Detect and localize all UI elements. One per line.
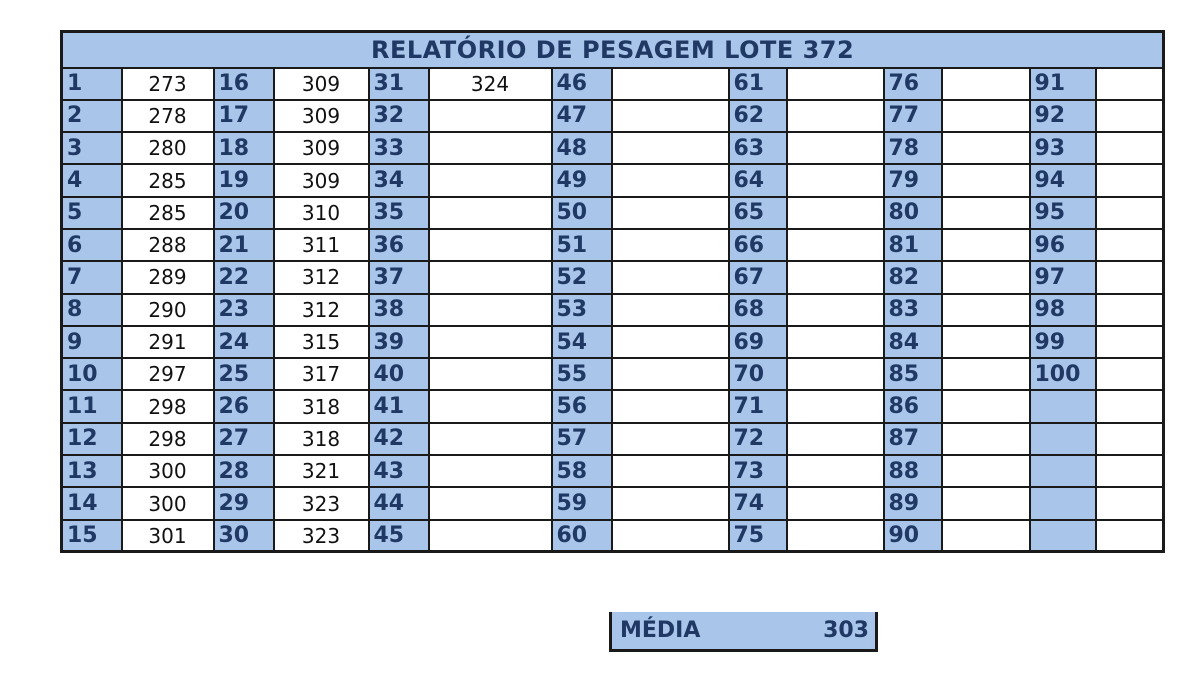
sample-number-cell: 61	[729, 68, 787, 100]
table-row	[62, 294, 1164, 326]
sample-number-cell	[1030, 487, 1096, 519]
sample-number-cell: 3	[62, 132, 122, 164]
weight-value-cell[interactable]	[942, 164, 1030, 196]
weight-value-cell[interactable]	[612, 132, 729, 164]
weight-value-cell[interactable]	[942, 326, 1030, 358]
sample-number-cell: 57	[552, 423, 612, 455]
weight-value-cell[interactable]: 315	[274, 326, 369, 358]
sample-number-cell: 44	[369, 487, 429, 519]
weight-value-cell[interactable]: 273	[122, 68, 214, 100]
weight-value-cell[interactable]: 310	[274, 197, 369, 229]
sample-number-cell: 9	[62, 326, 122, 358]
weight-value-cell[interactable]: 291	[122, 326, 214, 358]
sample-number-cell: 6	[62, 229, 122, 261]
sample-number-cell: 74	[729, 487, 787, 519]
sample-number-cell: 49	[552, 164, 612, 196]
weight-value-cell[interactable]	[612, 423, 729, 455]
weight-value-cell[interactable]	[1096, 261, 1164, 293]
weight-value-cell[interactable]	[612, 164, 729, 196]
sample-number-cell: 24	[214, 326, 274, 358]
weight-value-cell[interactable]	[612, 197, 729, 229]
sample-number-cell: 70	[729, 358, 787, 390]
weight-value-cell[interactable]	[429, 229, 552, 261]
weighing-report-table	[60, 30, 1165, 553]
weight-value-cell[interactable]	[1096, 294, 1164, 326]
sample-number-cell: 86	[884, 390, 942, 422]
sample-number-cell: 69	[729, 326, 787, 358]
average-label: MÉDIA	[620, 618, 701, 643]
sample-number-cell: 80	[884, 197, 942, 229]
sample-number-cell	[1030, 455, 1096, 487]
weight-value-cell[interactable]	[787, 455, 884, 487]
weight-value-cell[interactable]	[787, 487, 884, 519]
average-box	[609, 612, 878, 652]
report-title: RELATÓRIO DE PESAGEM LOTE 372	[62, 32, 1164, 68]
table-row	[62, 520, 1164, 552]
sample-number-cell: 12	[62, 423, 122, 455]
weight-value-cell[interactable]	[612, 229, 729, 261]
sample-number-cell: 81	[884, 229, 942, 261]
sample-number-cell: 60	[552, 520, 612, 552]
weight-value-cell[interactable]	[787, 197, 884, 229]
sample-number-cell: 67	[729, 261, 787, 293]
weight-value-cell[interactable]	[1096, 326, 1164, 358]
sample-number-cell: 76	[884, 68, 942, 100]
sample-number-cell: 51	[552, 229, 612, 261]
weight-value-cell[interactable]: 321	[274, 455, 369, 487]
sample-number-cell: 98	[1030, 294, 1096, 326]
sample-number-cell: 48	[552, 132, 612, 164]
sample-number-cell: 85	[884, 358, 942, 390]
weight-value-cell[interactable]	[787, 423, 884, 455]
weighing-report-sheet	[60, 30, 1162, 643]
sample-number-cell: 37	[369, 261, 429, 293]
sample-number-cell: 2	[62, 100, 122, 132]
sample-number-cell: 30	[214, 520, 274, 552]
sample-number-cell: 19	[214, 164, 274, 196]
weight-value-cell[interactable]	[429, 326, 552, 358]
sample-number-cell: 41	[369, 390, 429, 422]
sample-number-cell: 18	[214, 132, 274, 164]
sample-number-cell: 36	[369, 229, 429, 261]
sample-number-cell: 21	[214, 229, 274, 261]
sample-number-cell: 91	[1030, 68, 1096, 100]
weight-value-cell[interactable]: 323	[274, 520, 369, 552]
weight-value-cell[interactable]: 280	[122, 132, 214, 164]
weight-value-cell[interactable]	[787, 520, 884, 552]
table-row	[62, 229, 1164, 261]
sample-number-cell: 97	[1030, 261, 1096, 293]
sample-number-cell: 84	[884, 326, 942, 358]
table-row	[62, 197, 1164, 229]
sample-number-cell: 52	[552, 261, 612, 293]
weight-value-cell[interactable]: 318	[274, 423, 369, 455]
sample-number-cell: 25	[214, 358, 274, 390]
sample-number-cell: 26	[214, 390, 274, 422]
weight-value-cell[interactable]	[787, 294, 884, 326]
sample-number-cell: 66	[729, 229, 787, 261]
sample-number-cell: 1	[62, 68, 122, 100]
weight-value-cell[interactable]: 318	[274, 390, 369, 422]
weight-value-cell[interactable]	[612, 487, 729, 519]
weight-value-cell[interactable]	[787, 390, 884, 422]
weight-value-cell[interactable]	[1096, 197, 1164, 229]
sample-number-cell: 89	[884, 487, 942, 519]
table-row	[62, 164, 1164, 196]
sample-number-cell: 58	[552, 455, 612, 487]
sample-number-cell: 88	[884, 455, 942, 487]
sample-number-cell: 55	[552, 358, 612, 390]
sample-number-cell: 16	[214, 68, 274, 100]
weight-value-cell[interactable]	[429, 390, 552, 422]
weight-value-cell[interactable]	[787, 100, 884, 132]
weight-value-cell[interactable]	[942, 197, 1030, 229]
weight-value-cell[interactable]	[942, 261, 1030, 293]
weight-value-cell[interactable]: 311	[274, 229, 369, 261]
weight-value-cell[interactable]	[942, 390, 1030, 422]
sample-number-cell: 17	[214, 100, 274, 132]
weight-value-cell[interactable]	[429, 197, 552, 229]
title-row	[62, 32, 1164, 68]
weight-value-cell[interactable]: 297	[122, 358, 214, 390]
weight-value-cell[interactable]	[429, 358, 552, 390]
weight-value-cell[interactable]: 309	[274, 132, 369, 164]
weight-value-cell[interactable]: 317	[274, 358, 369, 390]
weight-value-cell[interactable]: 289	[122, 261, 214, 293]
weight-value-cell[interactable]	[1096, 229, 1164, 261]
weight-value-cell[interactable]: 309	[274, 100, 369, 132]
sample-number-cell: 94	[1030, 164, 1096, 196]
sample-number-cell: 99	[1030, 326, 1096, 358]
weight-value-cell[interactable]	[942, 294, 1030, 326]
weight-value-cell[interactable]	[787, 229, 884, 261]
sample-number-cell: 15	[62, 520, 122, 552]
weight-value-cell[interactable]: 278	[122, 100, 214, 132]
weight-value-cell[interactable]	[429, 294, 552, 326]
sample-number-cell: 46	[552, 68, 612, 100]
weight-value-cell[interactable]	[942, 423, 1030, 455]
weight-value-cell[interactable]	[942, 455, 1030, 487]
weight-value-cell[interactable]: 285	[122, 197, 214, 229]
weight-value-cell[interactable]	[429, 261, 552, 293]
weight-value-cell[interactable]	[787, 164, 884, 196]
sample-number-cell: 87	[884, 423, 942, 455]
sample-number-cell: 45	[369, 520, 429, 552]
weight-value-cell[interactable]: 298	[122, 390, 214, 422]
sample-number-cell: 62	[729, 100, 787, 132]
sample-number-cell: 75	[729, 520, 787, 552]
weight-value-cell[interactable]	[942, 100, 1030, 132]
sample-number-cell: 93	[1030, 132, 1096, 164]
weight-value-cell[interactable]: 300	[122, 487, 214, 519]
sample-number-cell: 5	[62, 197, 122, 229]
sample-number-cell: 28	[214, 455, 274, 487]
weight-value-cell[interactable]: 324	[429, 68, 552, 100]
weight-value-cell[interactable]: 301	[122, 520, 214, 552]
weight-value-cell[interactable]: 309	[274, 164, 369, 196]
table-row	[62, 100, 1164, 132]
sample-number-cell: 68	[729, 294, 787, 326]
sample-number-cell: 8	[62, 294, 122, 326]
sample-number-cell: 4	[62, 164, 122, 196]
weight-value-cell[interactable]	[612, 326, 729, 358]
weight-value-cell[interactable]: 298	[122, 423, 214, 455]
sample-number-cell: 29	[214, 487, 274, 519]
sample-number-cell: 78	[884, 132, 942, 164]
weight-value-cell[interactable]	[429, 164, 552, 196]
weight-value-cell[interactable]: 309	[274, 68, 369, 100]
sample-number-cell: 27	[214, 423, 274, 455]
sample-number-cell: 90	[884, 520, 942, 552]
weight-value-cell[interactable]	[1096, 423, 1164, 455]
weight-value-cell[interactable]	[942, 520, 1030, 552]
sample-number-cell	[1030, 390, 1096, 422]
sample-number-cell: 92	[1030, 100, 1096, 132]
sample-number-cell: 50	[552, 197, 612, 229]
sample-number-cell: 79	[884, 164, 942, 196]
weight-value-cell[interactable]	[612, 455, 729, 487]
sample-number-cell: 96	[1030, 229, 1096, 261]
weight-value-cell[interactable]	[612, 358, 729, 390]
weight-value-cell[interactable]: 312	[274, 294, 369, 326]
sample-number-cell: 83	[884, 294, 942, 326]
sample-number-cell: 33	[369, 132, 429, 164]
weight-value-cell[interactable]	[429, 423, 552, 455]
sample-number-cell: 31	[369, 68, 429, 100]
weight-value-cell[interactable]: 290	[122, 294, 214, 326]
sample-number-cell: 39	[369, 326, 429, 358]
weight-value-cell[interactable]	[787, 261, 884, 293]
sample-number-cell: 35	[369, 197, 429, 229]
weight-value-cell[interactable]	[429, 132, 552, 164]
table-row	[62, 455, 1164, 487]
weight-value-cell[interactable]	[1096, 132, 1164, 164]
sample-number-cell: 23	[214, 294, 274, 326]
sample-number-cell: 38	[369, 294, 429, 326]
sample-number-cell: 65	[729, 197, 787, 229]
sample-number-cell: 32	[369, 100, 429, 132]
weight-value-cell[interactable]	[942, 132, 1030, 164]
weight-value-cell[interactable]: 312	[274, 261, 369, 293]
weight-value-cell[interactable]	[1096, 390, 1164, 422]
sample-number-cell	[1030, 520, 1096, 552]
weight-value-cell[interactable]: 323	[274, 487, 369, 519]
table-row	[62, 68, 1164, 100]
sample-number-cell: 40	[369, 358, 429, 390]
table-row	[62, 390, 1164, 422]
weight-value-cell[interactable]	[942, 229, 1030, 261]
weight-value-cell[interactable]	[1096, 68, 1164, 100]
sample-number-cell: 22	[214, 261, 274, 293]
table-row	[62, 326, 1164, 358]
weight-value-cell[interactable]	[1096, 100, 1164, 132]
sample-number-cell: 71	[729, 390, 787, 422]
weight-value-cell[interactable]	[1096, 487, 1164, 519]
sample-number-cell: 42	[369, 423, 429, 455]
table-row	[62, 423, 1164, 455]
table-row	[62, 261, 1164, 293]
sample-number-cell: 77	[884, 100, 942, 132]
weight-value-cell[interactable]	[612, 100, 729, 132]
weight-value-cell[interactable]	[787, 132, 884, 164]
weight-value-cell[interactable]	[942, 68, 1030, 100]
weight-value-cell[interactable]	[1096, 358, 1164, 390]
sample-number-cell	[1030, 423, 1096, 455]
weight-value-cell[interactable]: 285	[122, 164, 214, 196]
sample-number-cell: 63	[729, 132, 787, 164]
sample-number-cell: 73	[729, 455, 787, 487]
sample-number-cell: 82	[884, 261, 942, 293]
sample-number-cell: 53	[552, 294, 612, 326]
weight-value-cell[interactable]	[612, 261, 729, 293]
sample-number-cell: 10	[62, 358, 122, 390]
weight-value-cell[interactable]	[612, 390, 729, 422]
weight-value-cell[interactable]: 288	[122, 229, 214, 261]
sample-number-cell: 64	[729, 164, 787, 196]
weight-value-cell[interactable]	[612, 68, 729, 100]
weight-value-cell[interactable]	[612, 294, 729, 326]
weight-value-cell[interactable]	[429, 455, 552, 487]
weight-value-cell[interactable]	[612, 520, 729, 552]
table-row	[62, 487, 1164, 519]
weight-value-cell[interactable]	[429, 520, 552, 552]
sample-number-cell: 95	[1030, 197, 1096, 229]
sample-number-cell: 47	[552, 100, 612, 132]
weight-value-cell[interactable]: 300	[122, 455, 214, 487]
weight-value-cell[interactable]	[429, 487, 552, 519]
weight-value-cell[interactable]	[1096, 455, 1164, 487]
weight-value-cell[interactable]	[1096, 520, 1164, 552]
sample-number-cell: 100	[1030, 358, 1096, 390]
weight-value-cell[interactable]	[787, 68, 884, 100]
weight-value-cell[interactable]	[942, 358, 1030, 390]
sample-number-cell: 54	[552, 326, 612, 358]
sample-number-cell: 20	[214, 197, 274, 229]
sample-number-cell: 56	[552, 390, 612, 422]
weight-value-cell[interactable]	[942, 487, 1030, 519]
sample-number-cell: 11	[62, 390, 122, 422]
weight-value-cell[interactable]	[429, 100, 552, 132]
sample-number-cell: 43	[369, 455, 429, 487]
weight-value-cell[interactable]	[787, 358, 884, 390]
sample-number-cell: 7	[62, 261, 122, 293]
weight-value-cell[interactable]	[787, 326, 884, 358]
sample-number-cell: 59	[552, 487, 612, 519]
average-value: 303	[823, 618, 869, 643]
table-row	[62, 358, 1164, 390]
table-row	[62, 132, 1164, 164]
sample-number-cell: 34	[369, 164, 429, 196]
sample-number-cell: 72	[729, 423, 787, 455]
sample-number-cell: 14	[62, 487, 122, 519]
weight-value-cell[interactable]	[1096, 164, 1164, 196]
sample-number-cell: 13	[62, 455, 122, 487]
